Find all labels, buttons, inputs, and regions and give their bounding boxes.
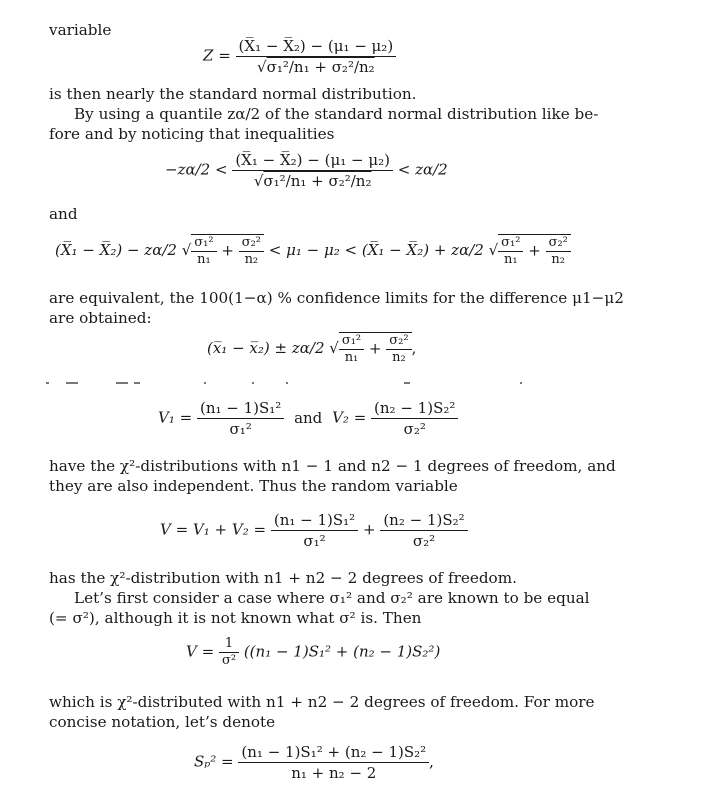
numerator: (n₁ − 1)S₁² — [273, 511, 356, 529]
fraction — [271, 510, 358, 551]
text-line: have the χ²-distributions with n1 − 1 and n2 − 1 degrees of freedom, and — [49, 457, 616, 475]
and-word: and — [294, 408, 323, 427]
numerator: σ₂² — [548, 235, 568, 250]
numerator: σ₁² — [341, 333, 362, 348]
vv-rhs: ((n₁ − 1)S₁² + (n₂ − 1)S₂²) — [243, 642, 441, 661]
fraction — [380, 510, 467, 551]
numerator: (n₂ − 1)S₂² — [374, 399, 456, 417]
sp-end: , — [429, 752, 434, 771]
fraction — [191, 235, 216, 268]
eq-lhs: Z = — [203, 46, 231, 65]
text-line: which is χ²-distributed with n1 + n2 − 2 degrees of freedom. For more — [49, 693, 595, 711]
fraction — [232, 150, 393, 191]
numerator: (X̅₁ − X̅₂) − (μ₁ − μ₂) — [238, 37, 394, 55]
fraction — [197, 398, 284, 439]
denominator: n₁ + n₂ − 2 — [238, 762, 429, 783]
text-line: fore and by noticing that inequalities — [49, 125, 335, 143]
text-line: are obtained: — [49, 309, 152, 327]
text-line: By using a quantile zα/2 of the standard normal distribution like be- — [74, 105, 599, 123]
fraction — [219, 636, 239, 669]
denominator: σ₂² — [380, 530, 467, 551]
denominator-text: σ₁²/n₁ + σ₂²/n₂ — [266, 58, 375, 76]
plus-sign: + — [362, 520, 376, 539]
text-line: concise notation, let’s denote — [49, 713, 276, 731]
ci-left: (X̅₁ − X̅₂) − zα/2 — [55, 241, 177, 259]
fraction — [498, 235, 523, 268]
fraction — [386, 333, 411, 366]
v1-lhs: V₁ = — [158, 408, 193, 427]
equation-v-pooled — [186, 636, 440, 669]
numerator: 1 — [224, 636, 234, 651]
lim-end: , — [411, 339, 417, 357]
ci-mid: < μ₁ − μ₂ < (X̅₁ − X̅₂) + zα/2 — [268, 241, 484, 259]
sp-lhs: Sₚ² = — [194, 752, 234, 771]
plus-sign: + — [528, 241, 541, 260]
denominator: σ₁² — [271, 530, 358, 551]
denominator: √σ₁²/n₁ + σ₂²/n₂ — [232, 170, 393, 191]
equation-ci — [55, 234, 571, 268]
denominator: σ₁² — [197, 418, 284, 439]
fraction — [339, 333, 364, 366]
sqrt-body — [498, 234, 571, 268]
vv-lhs: V = — [186, 642, 215, 661]
sqrt-body — [191, 234, 264, 268]
denominator: n₁ — [191, 251, 216, 268]
denominator: n₂ — [239, 251, 264, 268]
denominator: √σ₁²/n₁ + σ₂²/n₂ — [236, 56, 397, 77]
denominator: n₂ — [546, 251, 571, 268]
fraction — [236, 36, 397, 77]
text-line: variable — [49, 21, 112, 39]
denominator: σ₂² — [371, 418, 458, 439]
equation-inequality — [165, 150, 448, 191]
denominator: n₁ — [339, 349, 364, 366]
denominator-text: σ₁²/n₁ + σ₂²/n₂ — [263, 172, 372, 190]
text-line: and — [49, 205, 78, 223]
text-line: are equivalent, the 100(1−α) % confidence limits for the difference μ1−μ2 — [49, 289, 624, 307]
ineq-right: < zα/2 — [397, 160, 448, 179]
denominator: σ² — [219, 652, 239, 669]
fraction — [238, 742, 429, 783]
text-line: they are also independent. Thus the random variable — [49, 477, 458, 495]
equation-z — [203, 36, 396, 77]
ineq-left: −zα/2 < — [165, 160, 228, 179]
equation-v1-v2 — [158, 398, 458, 439]
equation-sp — [194, 742, 434, 783]
text-line: Let’s first consider a case where σ₁² and σ₂² are known to be equal — [74, 589, 590, 607]
numerator: (n₁ − 1)S₁² + (n₂ − 1)S₂² — [241, 743, 427, 761]
v2-lhs: V₂ = — [332, 408, 367, 427]
equation-v-sum — [160, 510, 468, 551]
numerator: σ₂² — [241, 235, 262, 250]
sqrt-body — [339, 332, 412, 366]
equation-limits — [207, 332, 416, 366]
fraction — [371, 398, 458, 439]
numerator: (n₁ − 1)S₁² — [199, 399, 282, 417]
numerator: σ₁² — [194, 235, 214, 250]
text-line: has the χ²-distribution with n1 + n2 − 2 degrees of freedom. — [49, 569, 517, 587]
numerator: (X̅₁ − X̅₂) − (μ₁ − μ₂) — [235, 151, 390, 169]
sqrt-open: √ — [488, 241, 499, 259]
sqrt-open: √ — [329, 339, 339, 357]
plus-sign: + — [368, 339, 382, 358]
fraction — [239, 235, 264, 268]
denominator: n₁ — [498, 251, 523, 268]
plus-sign: + — [221, 241, 234, 260]
numerator: σ₂² — [389, 333, 409, 348]
text-line: is then nearly the standard normal distribution. — [49, 85, 417, 103]
v-lhs: V = V₁ + V₂ = — [160, 520, 267, 539]
numerator: σ₁² — [501, 235, 521, 250]
numerator: (n₂ − 1)S₂² — [383, 511, 465, 529]
lim-left: (x̅₁ − x̅₂) ± zα/2 — [207, 339, 325, 357]
scan-artifact — [40, 380, 540, 386]
denominator: n₂ — [386, 349, 411, 366]
fraction — [546, 235, 571, 268]
text-line: (= σ²), although it is not known what σ² is. Then — [49, 609, 422, 627]
sqrt-open: √ — [181, 241, 192, 259]
